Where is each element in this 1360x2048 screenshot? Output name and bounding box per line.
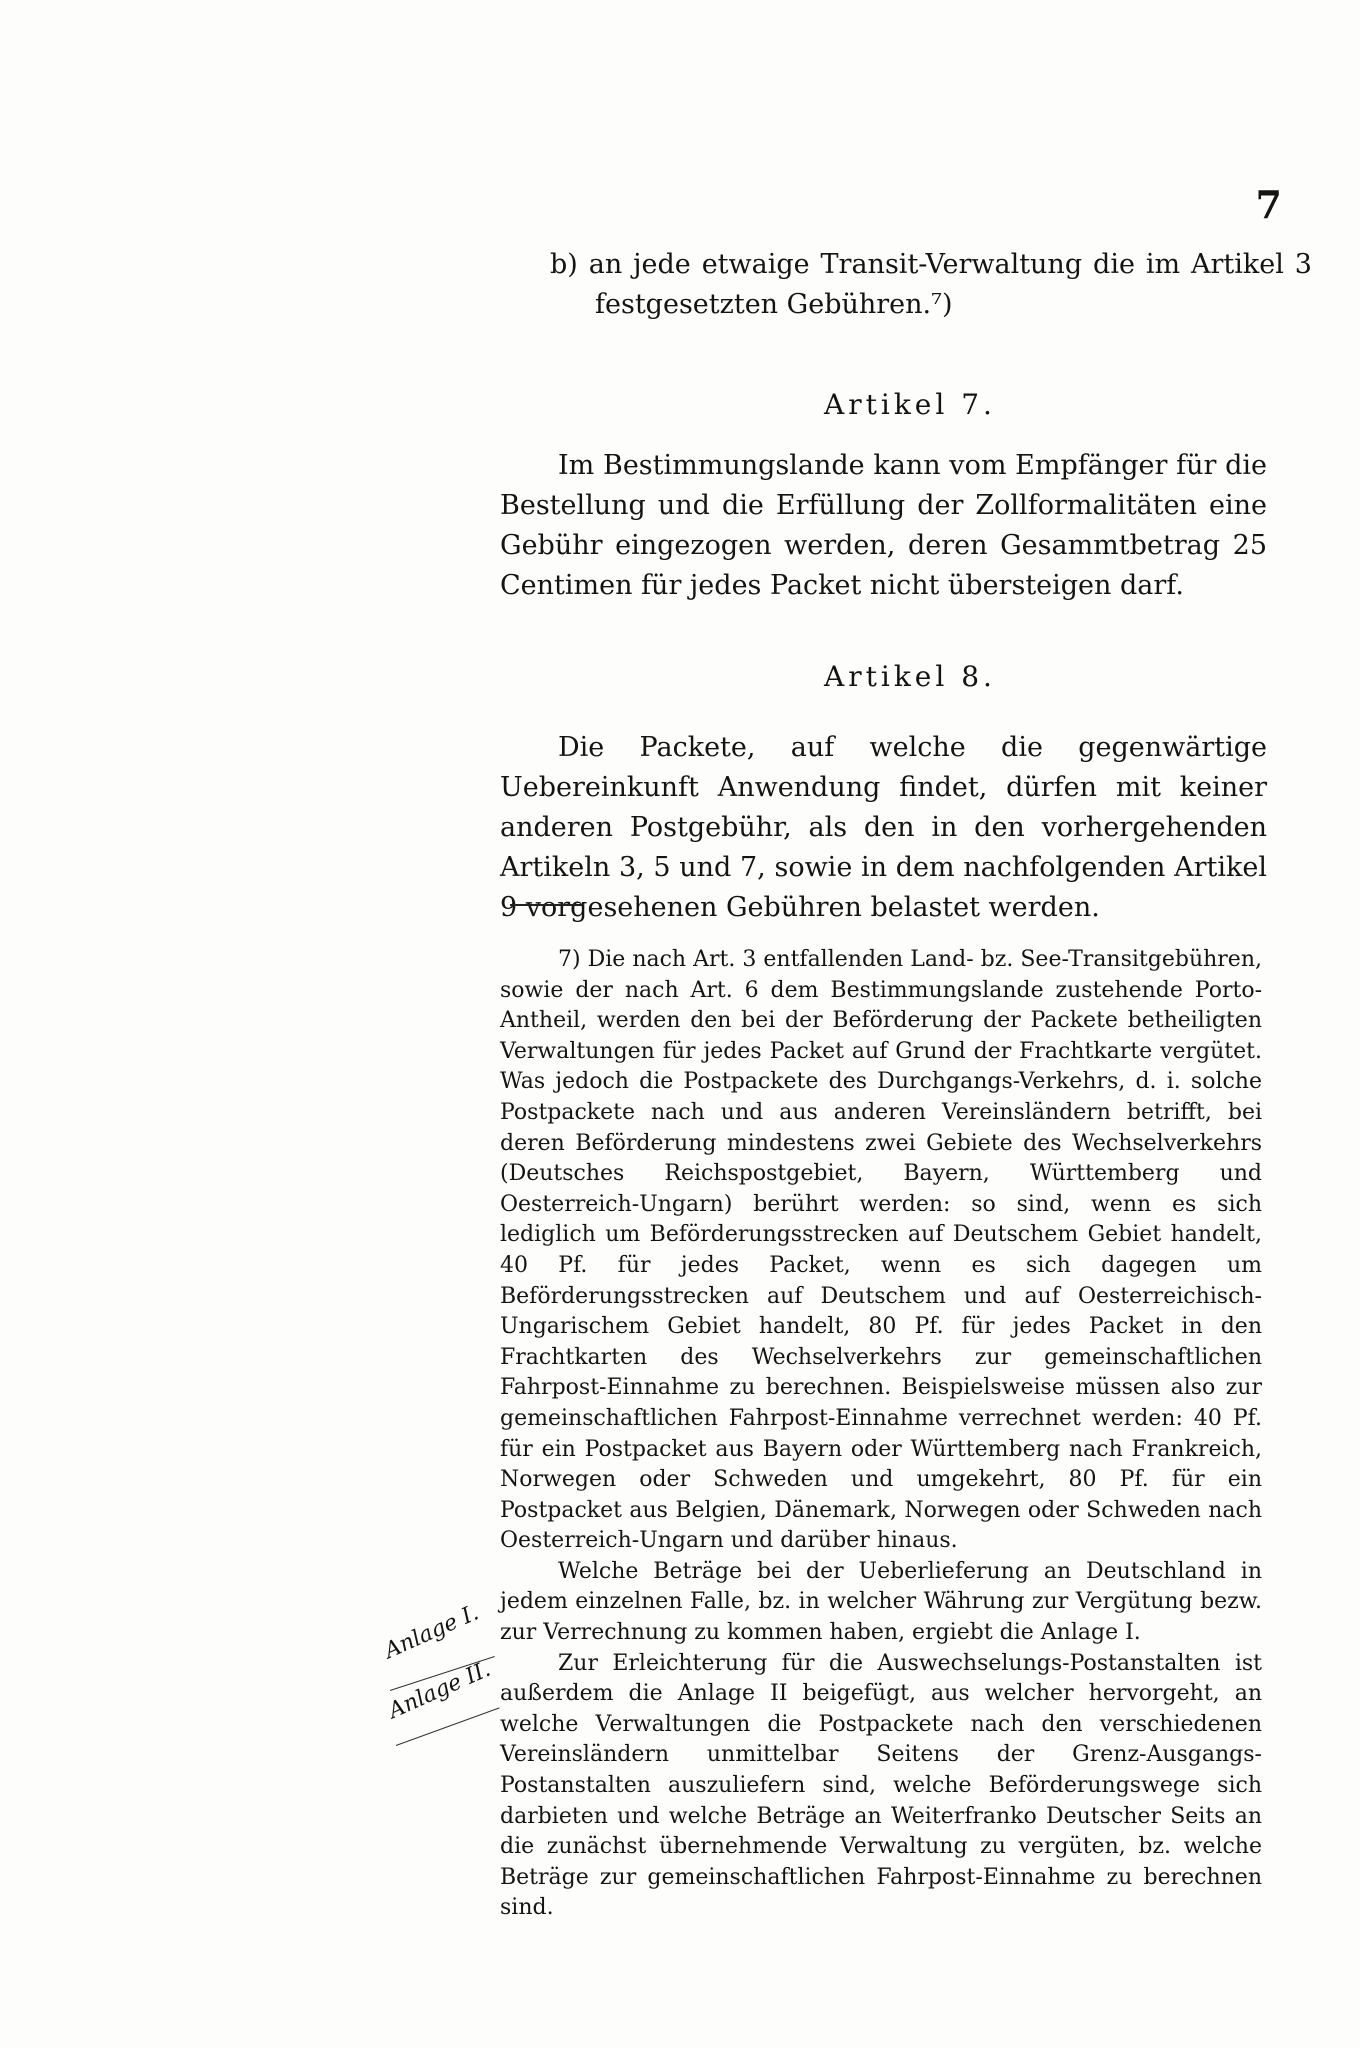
footnote-separator	[510, 904, 584, 906]
article-7-text: Im Bestimmungslande kann vom Empfänger für die Bestellung und die Erfüllung der Zollformalitäten eine Gebühr eingezogen werden, deren Gesammtbetrag 25 Centimen für jedes Packet nicht übersteigen darf.	[500, 450, 1267, 601]
article-7-heading: Artikel 7.	[824, 388, 996, 421]
paragraph-b: b) an jede etwaige Transit-Verwaltung die im Artikel 3 festgesetzten Gebühren.⁷)	[550, 249, 1312, 320]
margin-note-anlage-2: Anlage II.	[384, 1656, 495, 1724]
page-number: 7	[1255, 182, 1282, 227]
footnote-paragraph-1: 7) Die nach Art. 3 entfallenden Land- bz. See-Transitgebühren, sowie der nach Art. 6 dem Bestimmungslande zustehende Porto-Antheil, werden den bei der Beförderung der Packete betheiligten Verwaltungen für jedes Packet auf Grund der Frachtkarte vergütet. Was jedoch die Postpackete des Durchgangs-Verkehrs, d. i. solche Postpackete nach und aus anderen Vereinsländern betrifft, bei deren Beförderung mindestens zwei Gebiete des Wechselverkehrs (Deutsches Reichspostgebiet, Bayern, Württemberg und Oesterreich-Ungarn) berührt werden: so sind, wenn es sich lediglich um Beförderungsstrecken auf Deutschem Gebiet handelt, 40 Pf. für jedes Packet, wenn es sich dagegen um Beförderungsstrecken auf Deutschem und auf Oesterreichisch-Ungarischem Gebiet handelt, 80 Pf. für jedes Packet in den Frachtkarten des Wechselverkehrs zur gemeinschaftlichen Fahrpost-Einnahme zu berechnen. Beispielsweise müssen also zur gemeinschaftlichen Fahrpost-Einnahme verrechnet werden: 40 Pf. für ein Postpacket aus Bayern oder Württemberg nach Frankreich, Norwegen oder Schweden und umgekehrt, 80 Pf. für ein Postpacket aus Belgien, Dänemark, Norwegen oder Schweden nach Oesterreich-Ungarn und darüber hinaus.	[500, 947, 1262, 1554]
margin-note-anlage-1: Anlage I.	[380, 1600, 483, 1664]
article-8-text: Die Packete, auf welche die gegenwärtige Uebereinkunft Anwendung findet, dürfen mit keiner anderen Postgebühr, als den in den vorhergehenden Artikeln 3, 5 und 7, sowie in dem nachfolgenden Artikel 9 vorgesehenen Gebühren belastet werden.	[500, 732, 1267, 923]
footnote-paragraph-2: Welche Beträge bei der Ueberlieferung an Deutschland in jedem einzelnen Falle, bz. in welcher Währung zur Vergütung bezw. zur Verrechnung zu kommen haben, ergiebt die Anlage I.	[500, 1558, 1262, 1646]
footnote-paragraph-3: Zur Erleichterung für die Auswechselungs-Postanstalten ist außerdem die Anlage II beigefügt, aus welcher hervorgeht, an welche Verwaltungen die Postpackete nach den verschiedenen Vereinsländern unmittelbar Seitens der Grenz-Ausgangs-Postanstalten auszuliefern sind, welche Beförderungswege sich darbieten und welche Beträge an Weiterfranko Deutscher Seits an die zunächst übernehmende Verwaltung zu vergüten, bz. welche Beträge zur gemeinschaftlichen Fahrpost-Einnahme zu berechnen sind.	[500, 1650, 1262, 1921]
footnote-block	[500, 945, 1262, 1924]
article-8-heading: Artikel 8.	[824, 660, 996, 693]
